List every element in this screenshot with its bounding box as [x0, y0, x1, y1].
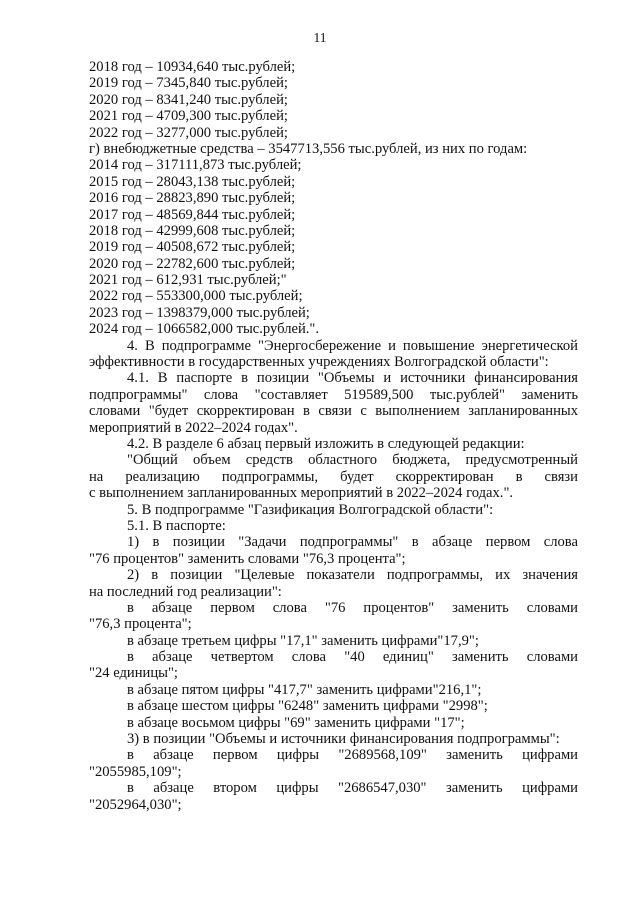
text-line: 2021 год – 4709,300 тыс.рублей;: [89, 108, 288, 125]
text-line: 2021 год – 612,931 тыс.рублей;": [89, 272, 287, 289]
text-line: 2022 год – 3277,000 тыс.рублей;: [89, 124, 288, 141]
text-line: подпрограммы" слова "составляет 519589,500 тыс.рублей" заменить: [89, 386, 578, 403]
page-number: 11: [313, 30, 327, 45]
text-line: эффективности в государственных учреждениях Волгоградской области":: [89, 354, 549, 371]
text-line: 4.1. В паспорте в позиции "Объемы и источники финансирования: [127, 370, 578, 387]
text-line: в абзаце восьмом цифры "69" заменить цифрами "17";: [127, 714, 465, 731]
text-line: 3) в позиции "Объемы и источники финансирования подпрограммы":: [127, 731, 560, 748]
text-line: 2017 год – 48569,844 тыс.рублей;: [89, 206, 296, 223]
text-line: словами "будет скорректирован в связи с выполнением запланированных: [89, 403, 578, 420]
text-line: 2019 год – 40508,672 тыс.рублей;: [89, 239, 296, 256]
text-line: 4.2. В разделе 6 абзац первый изложить в следующей редакции:: [127, 435, 525, 452]
text-line: "76,3 процента";: [89, 616, 192, 633]
text-line: "76 процентов" заменить словами "76,3 процента";: [89, 550, 406, 567]
document-body: [89, 59, 578, 813]
text-line: в абзаце первом цифры "2689568,109" заменить цифрами: [127, 747, 578, 764]
text-line: на последний год реализации":: [89, 583, 282, 600]
text-line: "24 единицы";: [89, 665, 178, 682]
text-line: 2014 год – 317111,873 тыс.рублей;: [89, 157, 302, 174]
text-line: в абзаце втором цифры "2686547,030" заменить цифрами: [127, 780, 578, 797]
text-line: "2052964,030";: [89, 796, 182, 813]
text-line: мероприятий в 2022–2024 годах".: [89, 419, 298, 436]
text-line: в абзаце пятом цифры "417,7" заменить цифрами"216,1";: [127, 681, 482, 698]
text-line: 5.1. В паспорте:: [127, 517, 226, 534]
text-line: "2055985,109";: [89, 763, 182, 780]
text-line: 2020 год – 8341,240 тыс.рублей;: [89, 91, 288, 108]
text-line: с выполнением запланированных мероприятий в 2022–2024 годах.".: [89, 485, 514, 502]
text-line: в абзаце третьем цифры "17,1" заменить цифрами"17,9";: [127, 632, 479, 649]
text-line: 5. В подпрограмме "Газификация Волгоградской области":: [127, 501, 494, 518]
text-line: 2023 год – 1398379,000 тыс.рублей;: [89, 304, 310, 321]
text-line: 2) в позиции "Целевые показатели подпрограммы, их значения: [127, 567, 578, 584]
text-line: 2020 год – 22782,600 тыс.рублей;: [89, 255, 296, 272]
text-line: 2018 год – 42999,608 тыс.рублей;: [89, 222, 296, 239]
text-line: "Общий объем средств областного бюджета, предусмотренный: [127, 452, 578, 469]
text-line: 2019 год – 7345,840 тыс.рублей;: [89, 75, 288, 92]
text-line: г) внебюджетные средства – 3547713,556 тыс.рублей, из них по годам:: [89, 140, 528, 157]
text-line: 2015 год – 28043,138 тыс.рублей;: [89, 173, 296, 190]
text-line: на реализацию подпрограммы, будет скорректирован в связи: [89, 468, 578, 485]
text-line: 4. В подпрограмме "Энергосбережение и повышение энергетической: [127, 337, 578, 354]
text-line: 1) в позиции "Задачи подпрограммы" в абзаце первом слова: [127, 534, 578, 551]
text-line: в абзаце шестом цифры "6248" заменить цифрами "2998";: [127, 698, 488, 715]
text-line: в абзаце четвертом слова "40 единиц" заменить словами: [127, 649, 578, 666]
text-line: 2024 год – 1066582,000 тыс.рублей.".: [89, 321, 320, 338]
text-line: в абзаце первом слова "76 процентов" заменить словами: [127, 599, 578, 616]
text-line: 2018 год – 10934,640 тыс.рублей;: [89, 59, 296, 75]
text-line: 2016 год – 28823,890 тыс.рублей;: [89, 190, 296, 207]
text-line: 2022 год – 553300,000 тыс.рублей;: [89, 288, 303, 305]
